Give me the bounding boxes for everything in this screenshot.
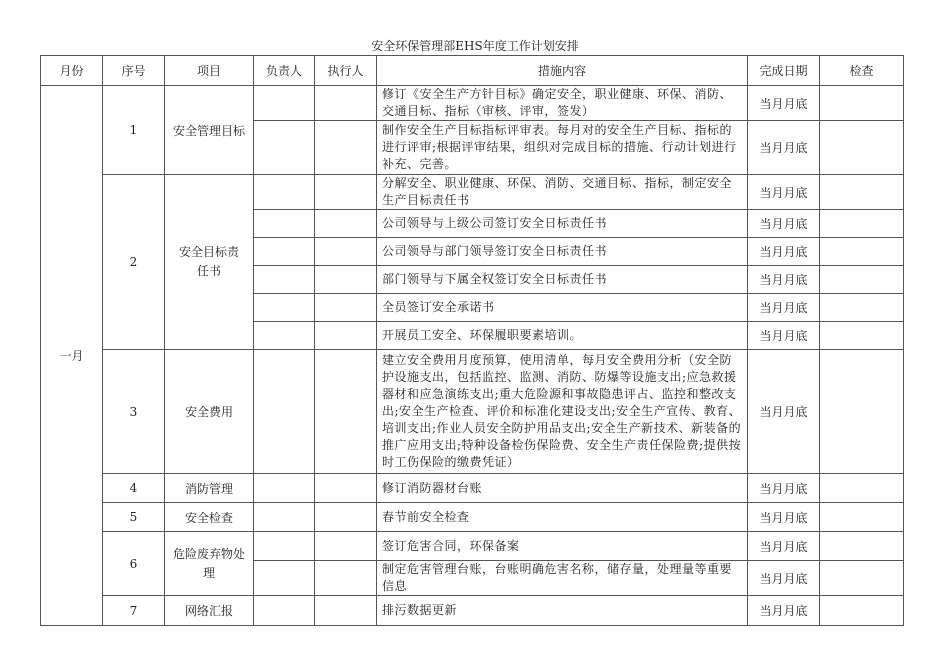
table-row — [41, 503, 904, 532]
header-check: 检查 — [820, 56, 904, 86]
due-cell: 当月月底 — [748, 596, 820, 626]
measure-cell: 部门领导与下属全权签订安全日标责任书 — [377, 266, 748, 294]
measure-cell: 制作安全生产目标指标评审表。每月对的安全生产目标、指标的进行评审;根据评审结果，组织对完成目标的措施、行动计划进行补充、完善。 — [377, 121, 748, 175]
owner-cell — [254, 175, 315, 210]
due-cell: 当月月底 — [748, 175, 820, 210]
item-cell: 安全目标责任书 — [165, 175, 254, 350]
measure-cell: 春节前安全检查 — [377, 503, 748, 532]
executor-cell — [315, 596, 377, 626]
due-cell: 当月月底 — [748, 474, 820, 503]
executor-cell — [315, 175, 377, 210]
document-title: 安全环保管理部EHS年度工作计划安排 — [371, 39, 579, 53]
executor-cell — [315, 238, 377, 266]
due-cell: 当月月底 — [748, 294, 820, 322]
header-seq: 序号 — [103, 56, 165, 86]
executor-cell — [315, 474, 377, 503]
header-executor: 执行人 — [315, 56, 377, 86]
executor-cell — [315, 86, 377, 121]
check-cell — [820, 503, 904, 532]
owner-cell — [254, 210, 315, 238]
due-cell: 当月月底 — [748, 561, 820, 596]
due-cell: 当月月底 — [748, 210, 820, 238]
measure-cell: 开展员工安全、环保履职要素培训。 — [377, 322, 748, 350]
month-cell: 一月 — [41, 86, 103, 626]
seq-cell: 2 — [103, 175, 165, 350]
owner-cell — [254, 266, 315, 294]
check-cell — [820, 238, 904, 266]
owner-cell — [254, 294, 315, 322]
check-cell — [820, 350, 904, 474]
measure-cell: 修订消防器材台账 — [377, 474, 748, 503]
measure-cell: 全员签订安全承诺书 — [377, 294, 748, 322]
item-cell: 安全管理目标 — [165, 86, 254, 175]
table-row — [41, 474, 904, 503]
owner-cell — [254, 238, 315, 266]
seq-cell: 7 — [103, 596, 165, 626]
table-row — [41, 596, 904, 626]
measure-cell: 公司领导与部门领导签订安全日标责任书 — [377, 238, 748, 266]
check-cell — [820, 294, 904, 322]
executor-cell — [315, 266, 377, 294]
measure-cell: 签订危害合同，环保备案 — [377, 532, 748, 561]
header-item: 项目 — [165, 56, 254, 86]
due-cell: 当月月底 — [748, 238, 820, 266]
executor-cell — [315, 532, 377, 561]
owner-cell — [254, 474, 315, 503]
seq-cell: 6 — [103, 532, 165, 596]
owner-cell — [254, 532, 315, 561]
table-row — [41, 532, 904, 561]
seq-cell: 4 — [103, 474, 165, 503]
executor-cell — [315, 210, 377, 238]
due-cell: 当月月底 — [748, 322, 820, 350]
due-cell: 当月月底 — [748, 532, 820, 561]
due-cell: 当月月底 — [748, 503, 820, 532]
seq-cell: 3 — [103, 350, 165, 474]
owner-cell — [254, 350, 315, 474]
table-row — [41, 175, 904, 210]
item-cell: 安全费用 — [165, 350, 254, 474]
check-cell — [820, 175, 904, 210]
header-measures: 措施内容 — [377, 56, 748, 86]
item-cell: 安全检查 — [165, 503, 254, 532]
check-cell — [820, 210, 904, 238]
check-cell — [820, 561, 904, 596]
due-cell: 当月月底 — [748, 350, 820, 474]
table-row — [41, 350, 904, 474]
owner-cell — [254, 561, 315, 596]
due-cell: 当月月底 — [748, 121, 820, 175]
table-row — [41, 86, 904, 121]
check-cell — [820, 532, 904, 561]
owner-cell — [254, 596, 315, 626]
measure-cell: 分解安全、职业健康、环保、消防、交通目标、指标，制定安全生产目标责任书 — [377, 175, 748, 210]
executor-cell — [315, 503, 377, 532]
measure-cell: 公司领导与上级公司签订安全日标责任书 — [377, 210, 748, 238]
item-cell: 消防管理 — [165, 474, 254, 503]
executor-cell — [315, 561, 377, 596]
executor-cell — [315, 350, 377, 474]
due-cell: 当月月底 — [748, 266, 820, 294]
check-cell — [820, 86, 904, 121]
owner-cell — [254, 86, 315, 121]
check-cell — [820, 596, 904, 626]
header-owner: 负责人 — [254, 56, 315, 86]
item-cell: 危险废弃物处理 — [165, 532, 254, 596]
plan-table — [40, 55, 904, 626]
header-row — [41, 56, 904, 86]
check-cell — [820, 474, 904, 503]
measure-cell: 修订《安全生产方针目标》确定安全，职业健康、环保、消防、交通目标、指标（审核、评审，签发） — [377, 86, 748, 121]
seq-cell: 5 — [103, 503, 165, 532]
executor-cell — [315, 121, 377, 175]
item-cell: 网络汇报 — [165, 596, 254, 626]
check-cell — [820, 121, 904, 175]
executor-cell — [315, 322, 377, 350]
executor-cell — [315, 294, 377, 322]
header-month: 月份 — [41, 56, 103, 86]
due-cell: 当月月底 — [748, 86, 820, 121]
measure-cell: 建立安全费用月度预算，使用清单，每月安全费用分析（安全防护设施支出，包括监控、监测、消防、防爆等设施支出;应急救援器材和应急演练支出;重大危险源和事故隐患评占、监控和整改支出;安全生产检查、评价和标准化建设支出;安全生产宣传、教育、培训支出;作业人员安全防护用品支出;安全生产新技术、新装备的推广应用支出;特种设备检伤保险费、安全生产责任保险费;提供按时工伤保险的缴费凭证） — [377, 350, 748, 474]
measure-cell: 制定危害管理台账，台账明确危害名称，储存量，处理量等重要信息 — [377, 561, 748, 596]
owner-cell — [254, 503, 315, 532]
seq-cell: 1 — [103, 86, 165, 175]
check-cell — [820, 322, 904, 350]
measure-cell: 排污数据更新 — [377, 596, 748, 626]
owner-cell — [254, 322, 315, 350]
header-due: 完成日期 — [748, 56, 820, 86]
check-cell — [820, 266, 904, 294]
owner-cell — [254, 121, 315, 175]
